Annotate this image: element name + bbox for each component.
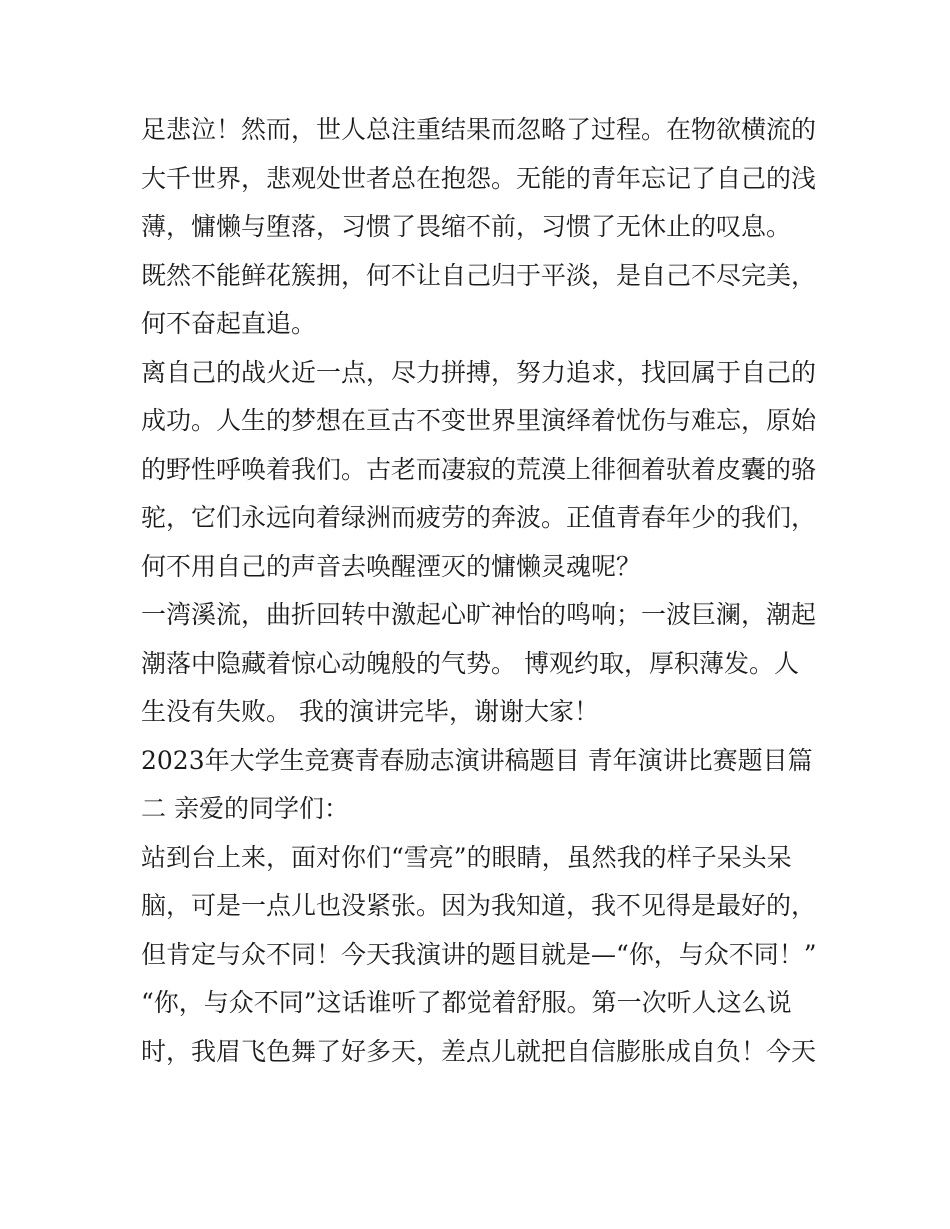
- text-line: 何不用自己的声音去唤醒湮灭的慵懒灵魂呢？: [141, 551, 642, 581]
- body-text: [141, 106, 831, 1076]
- section-heading-line: 二 亲爱的同学们：: [141, 794, 349, 823]
- text-line: 既然不能鲜花簇拥，何不让自己归于平淡，是自己不尽完美，: [141, 260, 817, 290]
- text-line: “你，与众不同”这话谁听了都觉着舒服。第一次听人这么说: [141, 988, 792, 1017]
- text-line: 站到台上来，面对你们“雪亮”的眼睛，虽然我的样子呆头呆: [141, 842, 792, 872]
- section-heading-line: 2023年大学生竞赛青春励志演讲稿题目 青年演讲比赛题目篇: [141, 745, 813, 775]
- text-line: 潮落中隐藏着惊心动魄般的气势。 博观约取，厚积薄发。人: [141, 648, 799, 678]
- text-line: 薄，慵懒与堕落，习惯了畏缩不前，习惯了无休止的叹息。: [141, 212, 792, 241]
- text-line: 生没有失败。 我的演讲完毕，谢谢大家！: [141, 697, 599, 726]
- text-line: 但肯定与众不同！今天我演讲的题目就是—“你，与众不同！”: [141, 939, 817, 969]
- text-line: 的野性呼唤着我们。古老而凄寂的荒漠上徘徊着驮着皮囊的骆: [141, 454, 817, 484]
- text-line: 成功。人生的梦想在亘古不变世界里演绎着忧伤与难忘，原始: [141, 406, 817, 435]
- text-line: 脑，可是一点儿也没紧张。因为我知道，我不见得是最好的，: [141, 891, 817, 920]
- text-line: 离自己的战火近一点，尽力拼搏，努力追求，找回属于自己的: [141, 357, 817, 387]
- text-line: 大千世界，悲观处世者总在抱怨。无能的青年忘记了自己的浅: [141, 163, 817, 193]
- text-line: 驼，它们永远向着绿洲而疲劳的奔波。正值青春年少的我们，: [141, 503, 817, 532]
- text-line: 时，我眉飞色舞了好多天，差点儿就把自信膨胀成自负！今天: [141, 1036, 817, 1066]
- text-line: 足悲泣！然而，世人总注重结果而忽略了过程。在物欲横流的: [141, 115, 817, 144]
- text-line: 何不奋起直追。: [141, 309, 317, 338]
- text-line: 一湾溪流，曲折回转中激起心旷神怡的鸣响；一波巨澜，潮起: [141, 600, 817, 629]
